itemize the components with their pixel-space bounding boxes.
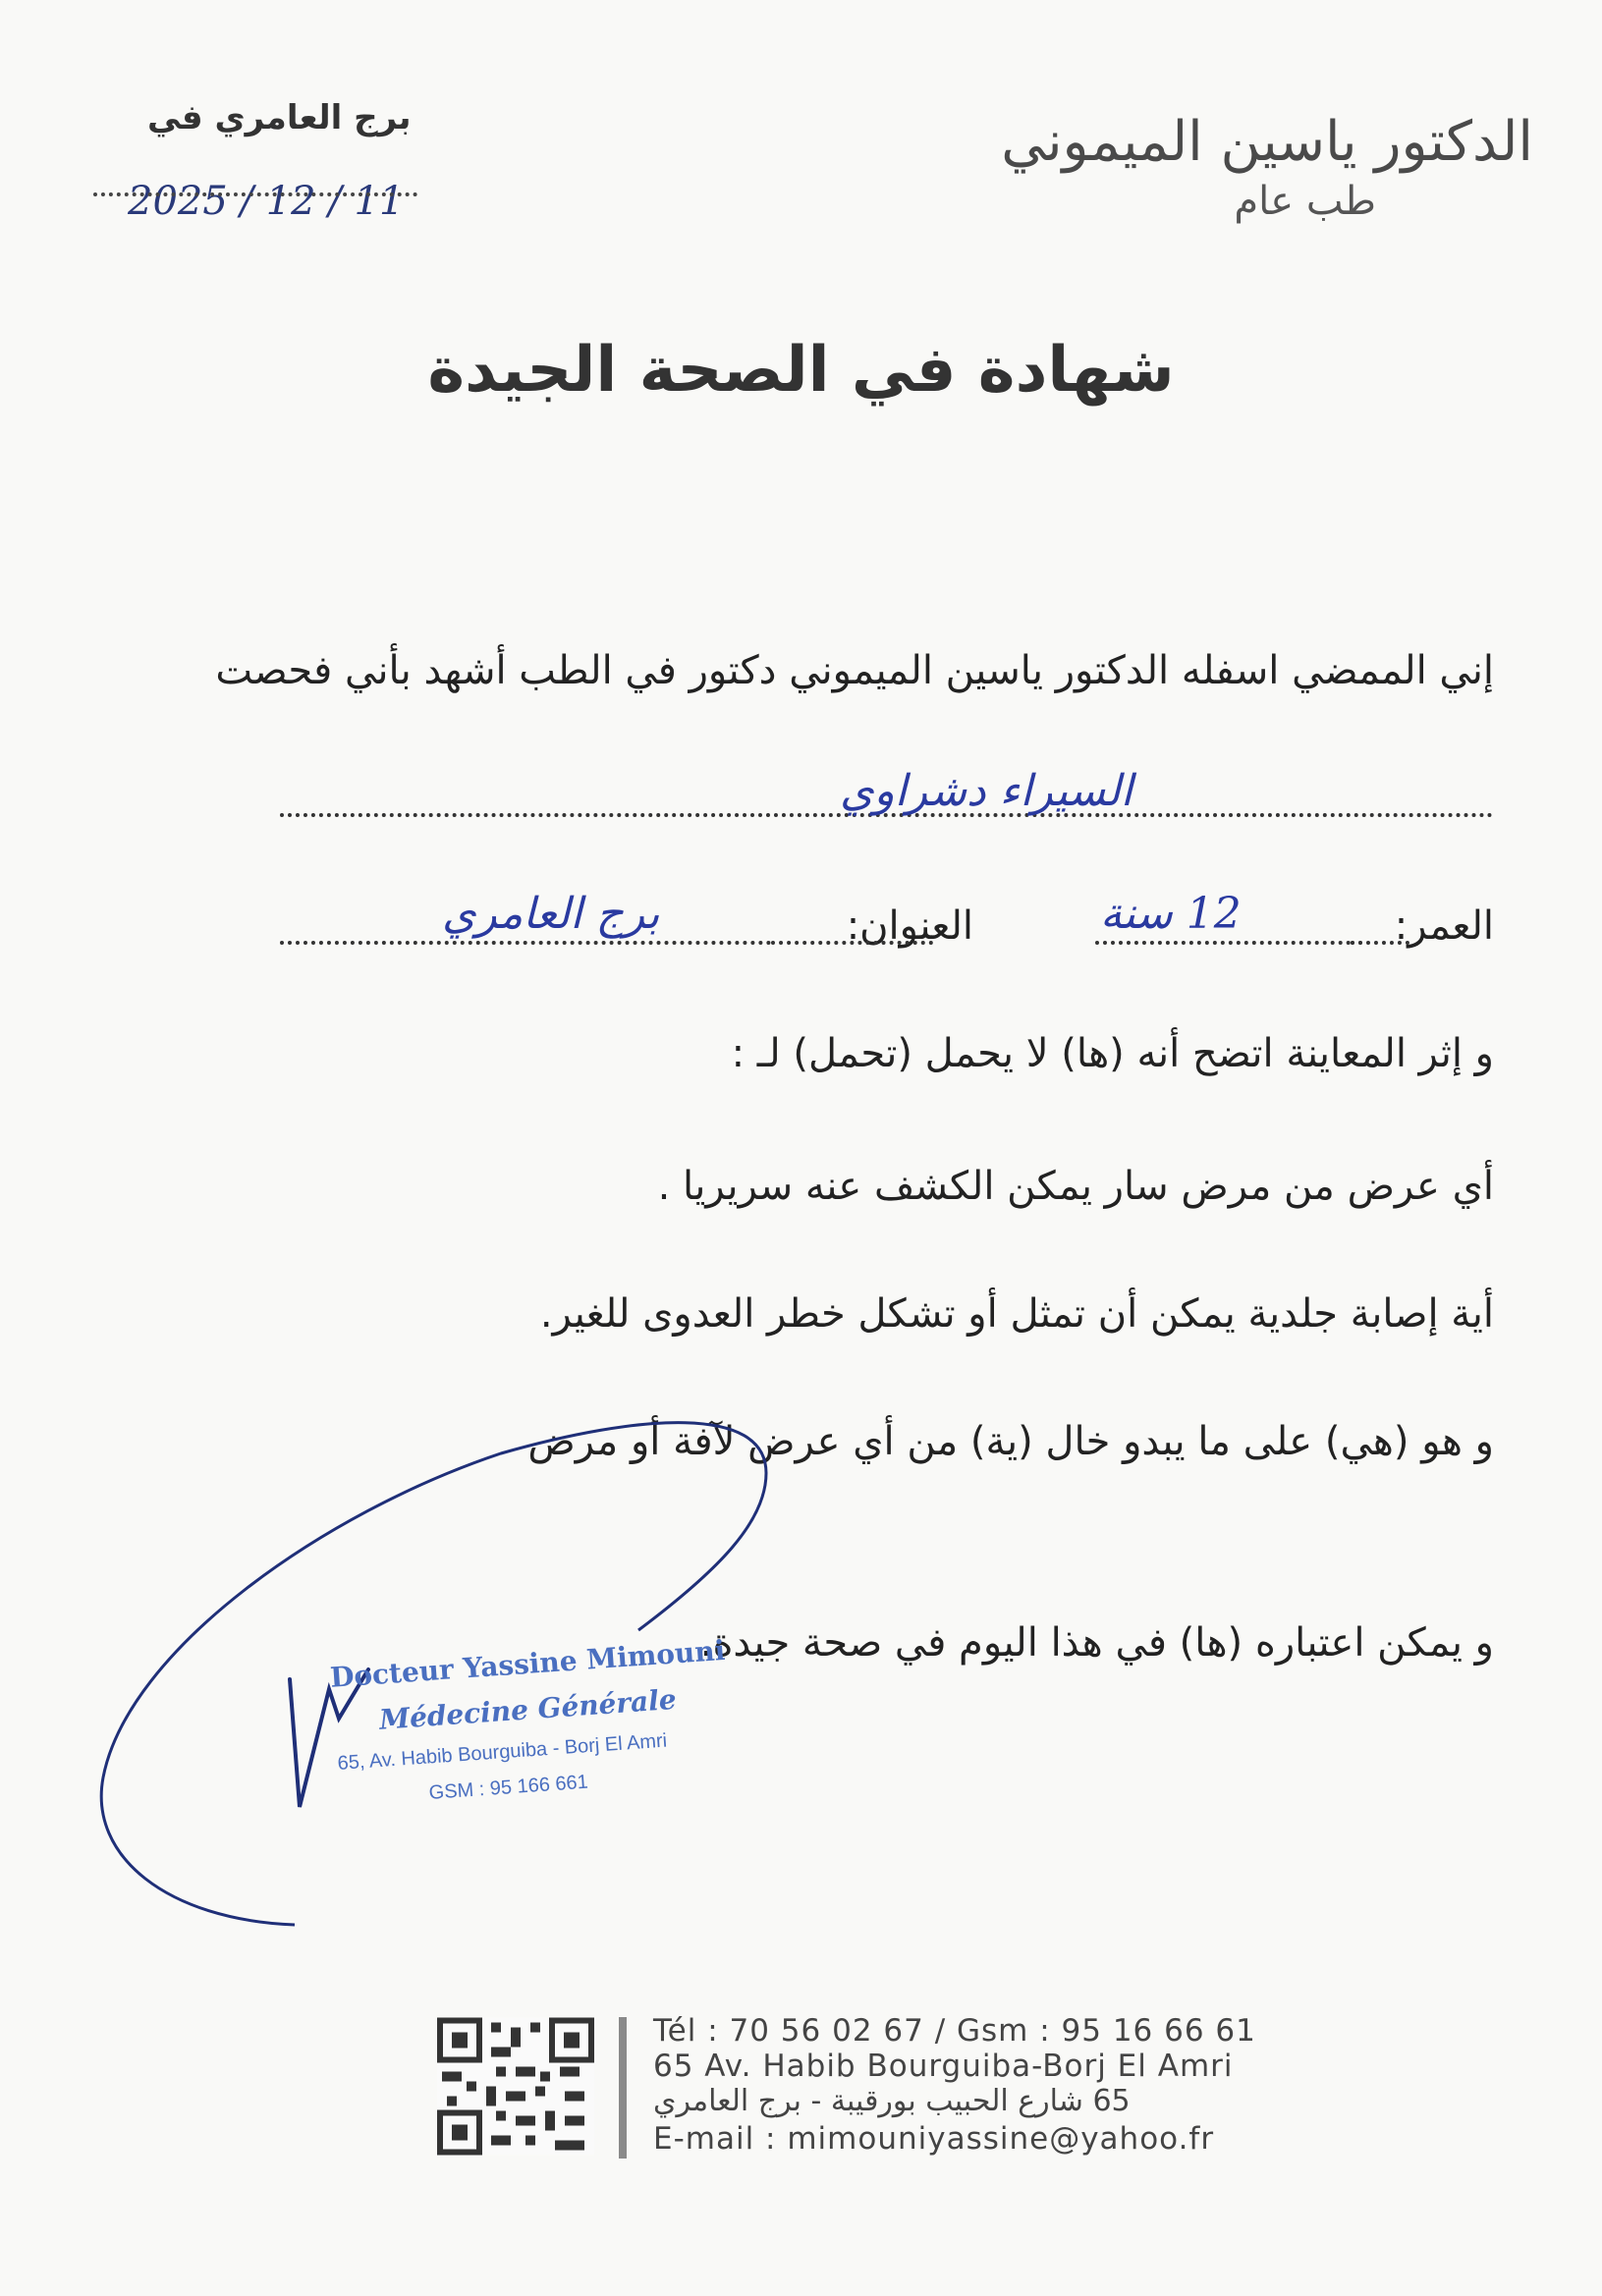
age-dots-lead bbox=[1351, 941, 1362, 945]
address-label: العنوان: bbox=[846, 903, 973, 949]
doctor-specialty: طب عام bbox=[1234, 179, 1376, 224]
no-disease-line: أي عرض من مرض سار يمكن الكشف عنه سريريا . bbox=[657, 1164, 1494, 1209]
patient-name-handwritten: السيراء دشراوي bbox=[840, 766, 1132, 816]
stamp-doctor-name: Docteur Yassine Mimouni bbox=[329, 1633, 727, 1694]
examination-line: و إثر المعاينة اتضح أنه (ها) لا يحمل (تحمل) لـ : bbox=[731, 1031, 1494, 1076]
good-health-line: و يمكن اعتباره (ها) في هذا اليوم في صحة جيدة. bbox=[699, 1620, 1494, 1666]
footer-address-fr: 65 Av. Habib Bourguiba-Borj El Amri bbox=[653, 2049, 1234, 2084]
address-lead-dots bbox=[771, 941, 933, 945]
footer-email: E-mail : mimouniyassine@yahoo.fr bbox=[653, 2121, 1215, 2157]
age-handwritten: 12 سنة bbox=[1100, 889, 1242, 939]
stamp-specialty: Médecine Générale bbox=[378, 1682, 678, 1736]
footer-divider bbox=[619, 2017, 627, 2159]
place-label: برج العامري في bbox=[147, 98, 412, 137]
doctor-name: الدكتور ياسين الميموني bbox=[1001, 110, 1533, 174]
handwritten-date: 2025 / 12 / 11 bbox=[128, 179, 405, 224]
attestation-line: إني الممضي اسفله الدكتور ياسين الميموني دكتور في الطب أشهد بأني فحصت bbox=[215, 648, 1494, 693]
footer-phone: Tél : 70 56 02 67 / Gsm : 95 16 66 61 bbox=[653, 2013, 1256, 2049]
age-value-dots bbox=[1095, 941, 1351, 945]
qr-code-icon bbox=[437, 2015, 594, 2158]
free-of-disease-line: و هو (هي) على ما يبدو خال (ية) من أي عرض لآفة أو مرض bbox=[527, 1419, 1494, 1464]
address-dots bbox=[280, 941, 771, 945]
age-label: العمر: bbox=[1394, 903, 1494, 949]
date-dotted-line bbox=[93, 192, 417, 196]
footer-address-ar: 65 شارع الحبيب بورقيبة - برج العامري bbox=[653, 2084, 1131, 2118]
address-handwritten: برج العامري bbox=[442, 889, 660, 939]
certificate-title: شهادة في الصحة الجيدة bbox=[427, 334, 1175, 407]
stamp-gsm: GSM : 95 166 661 bbox=[428, 1771, 589, 1804]
no-skin-lesion-line: أية إصابة جلدية يمكن أن تمثل أو تشكل خطر العدوى للغير. bbox=[539, 1291, 1494, 1337]
stamp-address: 65, Av. Habib Bourguiba - Borj El Amri bbox=[337, 1729, 668, 1775]
